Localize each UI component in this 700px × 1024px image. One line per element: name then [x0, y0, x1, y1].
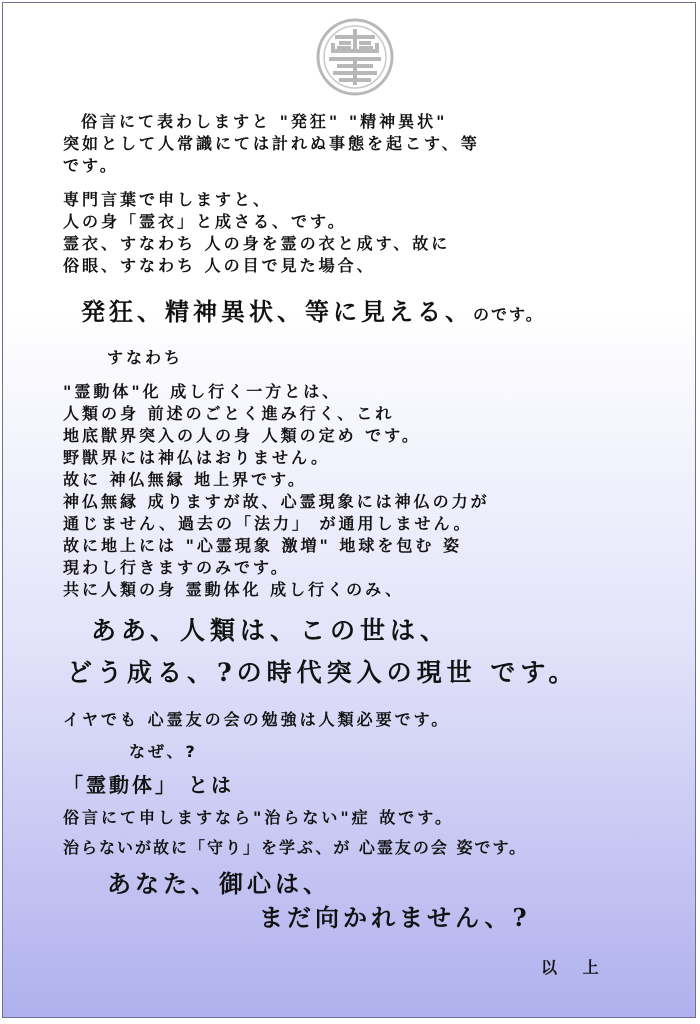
para2-line-3: 霊衣、すなわち 人の身を霊の衣と成す、故に — [63, 234, 451, 253]
closing — [107, 867, 695, 935]
closing-line-1: あなた、御心は、 — [107, 869, 331, 898]
sunawachi-label: すなわち — [107, 348, 184, 367]
para3-line-3: 地底獣界突入の人の身 人類の定め です。 — [63, 426, 421, 445]
para1-line-3: です。 — [63, 156, 119, 175]
para3-line-1: "霊動体"化 成し行く一方とは、 — [63, 382, 342, 401]
zokugen-line: 俗言にて申しますなら"治らない"症 故です。 — [63, 808, 454, 827]
para3-line-8: 故に地上には "心霊現象 激増" 地球を包む 姿 — [63, 536, 462, 555]
para3-line-7: 通じません、過去の「法力」 が通用しません。 — [63, 514, 473, 533]
para3-line-6: 神仏無縁 成りますが故、心霊現象には神仏の力が — [63, 492, 490, 511]
naoranai-line: 治らないが故に「守り」を学ぶ、が 心霊友の会 姿です。 — [63, 838, 528, 857]
rei-seal-icon — [315, 17, 395, 97]
para2-line-4: 俗眼、すなわち 人の目で見た場合、 — [63, 256, 376, 275]
headline2 — [67, 613, 695, 691]
para2-line-1: 専門言葉で申しますと、 — [63, 190, 273, 209]
para1 — [63, 111, 695, 177]
para2-line-2: 人の身「霊衣」と成さる、です。 — [63, 212, 347, 231]
closing-line-2: まだ向かれません、? — [259, 903, 531, 932]
para2 — [63, 189, 695, 277]
para3 — [63, 381, 695, 601]
document-page — [2, 2, 696, 1018]
para3-line-9: 現わし行きますのみです。 — [63, 558, 290, 577]
headline2-line-2: どう成る、?の時代突入の現世 です。 — [67, 658, 579, 687]
para1-line-1: 俗言にて表わしますと "発狂" "精神異状" — [81, 112, 448, 131]
para3-line-2: 人類の身 前述のごとく進み行く、これ — [63, 404, 395, 423]
naze-line: なぜ、? — [129, 742, 198, 761]
ijou-signoff: 以 上 — [541, 958, 609, 977]
headline1 — [81, 295, 695, 332]
para3-line-5: 故に 神仏無縁 地上界です。 — [63, 470, 307, 489]
headline2-line-1: ああ、人類は、この世は、 — [91, 616, 451, 645]
reidoutai-line: 「霊動体」 とは — [63, 773, 234, 797]
iyademo-line: イヤでも 心霊友の会の勉強は人類必要です。 — [63, 710, 451, 729]
para3-line-4: 野獣界には神仏はおりません。 — [63, 448, 330, 467]
headline1-main: 発狂、精神異状、等に見える、 — [81, 297, 473, 326]
para1-line-2: 突如として人常識にては計れぬ事態を起こす、等 — [63, 134, 480, 153]
para3-line-10: 共に人類の身 霊動体化 成し行くのみ、 — [63, 580, 405, 599]
headline1-tail: のです。 — [473, 305, 544, 324]
